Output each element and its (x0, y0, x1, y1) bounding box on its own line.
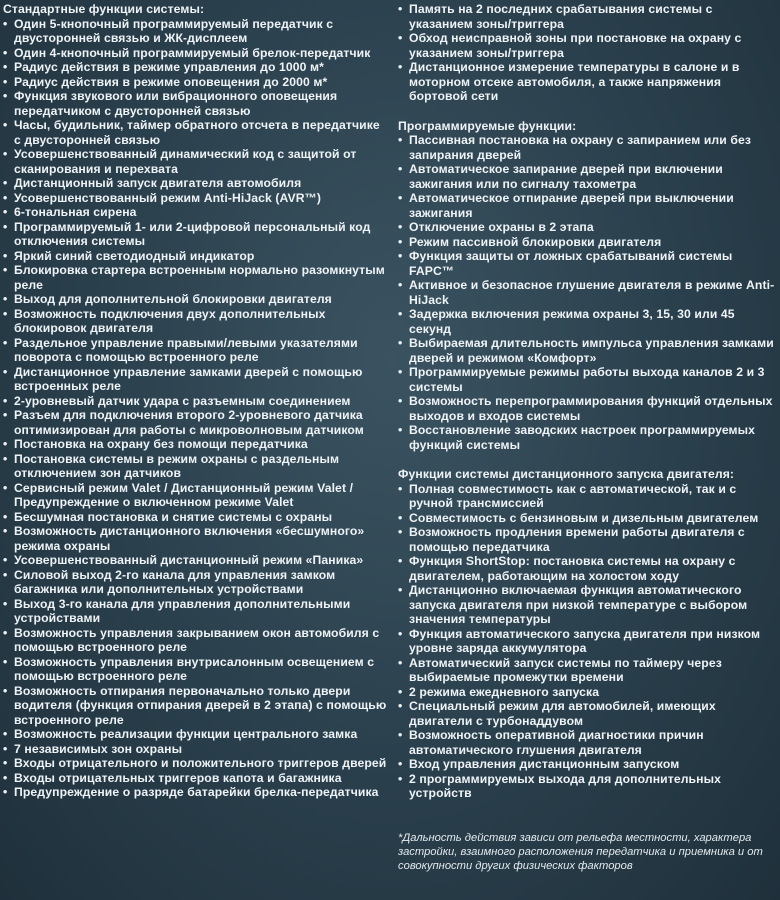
feature-item: • Возможность управления внутрисалонным освещением с помощью встроенного реле (3, 655, 388, 684)
feature-item: • Выбираемая длительность импульса управления замками дверей и режимом «Комфорт» (398, 336, 776, 365)
feature-item: • Усовершенствованный режим Anti-HiJack (AVR™) (3, 191, 388, 206)
feature-item: • 7 независимых зон охраны (3, 742, 388, 757)
feature-item: • Задержка включения режима охраны 3, 15, 30 или 45 секунд (398, 307, 776, 336)
feature-item: • Входы отрицательного и положительного триггеров дверей (3, 756, 388, 771)
feature-item: • Сервисный режим Valet / Дистанционный режим Valet / Предупреждение о включенном режиме Valet (3, 481, 388, 510)
feature-item: • Специальный режим для автомобилей, имеющих двигатели с турбонаддувом (398, 699, 776, 728)
standard-functions-continued-list (398, 2, 776, 104)
feature-item: • Возможность оперативной диагностики причин автоматического глушения двигателя (398, 728, 776, 757)
feature-item: • Восстановление заводских настроек программируемых функций системы (398, 423, 776, 452)
feature-item: • Отключение охраны в 2 этапа (398, 220, 776, 235)
feature-item: • Силовой выход 2-го канала для управления замком багажника или дополнительных устройствами (3, 568, 388, 597)
feature-item: • Блокировка стартера встроенным нормально разомкнутым реле (3, 263, 388, 292)
feature-item: • 6-тональная сирена (3, 205, 388, 220)
feature-item: • Возможность продления времени работы двигателя с помощью передатчика (398, 525, 776, 554)
feature-item: • Дистанционный запуск двигателя автомобиля (3, 176, 388, 191)
left-column (3, 2, 388, 800)
right-column (398, 2, 776, 873)
feature-item: • Возможность отпирания первоначально только двери водителя (функция отпирания дверей в 2 этапа) с помощью встроенного реле (3, 684, 388, 728)
feature-item: • Автоматическое запирание дверей при включении зажигания или по сигналу тахометра (398, 162, 776, 191)
feature-item: • Совместимость с бензиновым и дизельным двигателем (398, 511, 776, 526)
feature-item: • Раздельное управление правыми/левыми указателями поворота с помощью встроенного реле (3, 336, 388, 365)
feature-item: • Режим пассивной блокировки двигателя (398, 235, 776, 250)
feature-item: • Память на 2 последних срабатывания системы с указанием зоны/триггера (398, 2, 776, 31)
feature-item: • Выход 3-го канала для управления дополнительными устройствами (3, 597, 388, 626)
feature-item: • Обход неисправной зоны при постановке на охрану с указанием зоны/триггера (398, 31, 776, 60)
feature-item: • Автоматический запуск системы по таймеру через выбираемые промежутки времени (398, 656, 776, 685)
standard-functions-heading: Стандартные функции системы: (3, 2, 205, 16)
feature-item: • Постановка на охрану без помощи передатчика (3, 437, 388, 452)
remote-start-heading: Функции системы дистанционного запуска двигателя: (398, 467, 735, 481)
feature-item: • 2 режима ежедневного запуска (398, 685, 776, 700)
feature-item: • Вход управления дистанционным запуском (398, 757, 776, 772)
feature-item: • Функция автоматического запуска двигателя при низком уровне заряда аккумулятора (398, 627, 776, 656)
feature-item: • Программируемые режимы работы выхода каналов 2 и 3 системы (398, 365, 776, 394)
feature-item: • Радиус действия в режиме управления до 1000 м* (3, 60, 388, 75)
feature-item: • 2-уровневый датчик удара с разъемным соединением (3, 394, 388, 409)
range-footnote: *Дальность действия зависи от рельефа местности, характера застройки, взаимного расположения передатчика и приемника и от совокупности других физических факторов (398, 831, 763, 872)
feature-item: • Полная совместимость как с автоматической, так и с ручной трансмиссией (398, 482, 776, 511)
feature-item: • Дистанционное измерение температуры в салоне и в моторном отсеке автомобиля, а также напряжения бортовой сети (398, 60, 776, 104)
feature-item: • Входы отрицательных триггеров капота и багажника (3, 771, 388, 786)
programmable-functions-heading: Программируемые функции: (398, 118, 577, 133)
standard-functions-list (3, 17, 388, 800)
feature-item: • Один 4-кнопочный программируемый брелок-передатчик (3, 46, 388, 61)
feature-item: • Возможность подключения двух дополнительных блокировок двигателя (3, 307, 388, 336)
feature-item: • Дистанционное управление замками дверей с помощью встроенных реле (3, 365, 388, 394)
feature-item: • Постановка системы в режим охраны с раздельным отключением зон датчиков (3, 452, 388, 481)
feature-item: • Дистанционно включаемая функция автоматического запуска двигателя при низкой температуре с выбором значения температуры (398, 583, 776, 627)
feature-item: • Функция звукового или вибрационного оповещения передатчиком с двусторонней связью (3, 89, 388, 118)
feature-item: • Активное и безопасное глушение двигателя в режиме Anti-HiJack (398, 278, 776, 307)
feature-item: • 2 программируемых выхода для дополнительных устройств (398, 772, 776, 801)
feature-item: • Один 5-кнопочный программируемый передатчик с двусторонней связью и ЖК-дисплеем (3, 17, 388, 46)
feature-item: • Программируемый 1- или 2-цифровой персональный код отключения системы (3, 220, 388, 249)
programmable-functions-list (398, 133, 776, 452)
feature-item: • Возможность дистанционного включения «бесшумного» режима охраны (3, 524, 388, 553)
feature-item: • Усовершенствованный дистанционный режим «Паника» (3, 553, 388, 568)
remote-start-list (398, 482, 776, 801)
feature-item: • Автоматическое отпирание дверей при выключении зажигания (398, 191, 776, 220)
feature-item: • Часы, будильник, таймер обратного отсчета в передатчике с двусторонней связью (3, 118, 388, 147)
feature-item: • Разъем для подключения второго 2-уровневого датчика оптимизирован для работы с микроволновым датчиком (3, 408, 388, 437)
feature-item: • Функция защиты от ложных срабатываний системы FAPC™ (398, 249, 776, 278)
feature-item: • Радиус действия в режиме оповещения до 2000 м* (3, 75, 388, 90)
feature-item: • Возможность управления закрыванием окон автомобиля с помощью встроенного реле (3, 626, 388, 655)
feature-item: • Усовершенствованный динамический код с защитой от сканирования и перехвата (3, 147, 388, 176)
feature-item: • Возможность перепрограммирования функций отдельных выходов и входов системы (398, 394, 776, 423)
feature-item: • Предупреждение о разряде батарейки брелка-передатчика (3, 785, 388, 800)
feature-item: • Возможность реализации функции центрального замка (3, 727, 388, 742)
feature-item: • Функция ShortStop: постановка системы на охрану с двигателем, работающим на холостом ходу (398, 554, 776, 583)
feature-item: • Выход для дополнительной блокировки двигателя (3, 292, 388, 307)
feature-item: • Яркий синий светодиодный индикатор (3, 249, 388, 264)
feature-item: • Пассивная постановка на охрану с запиранием или без запирания дверей (398, 133, 776, 162)
feature-item: • Бесшумная постановка и снятие системы с охраны (3, 510, 388, 525)
